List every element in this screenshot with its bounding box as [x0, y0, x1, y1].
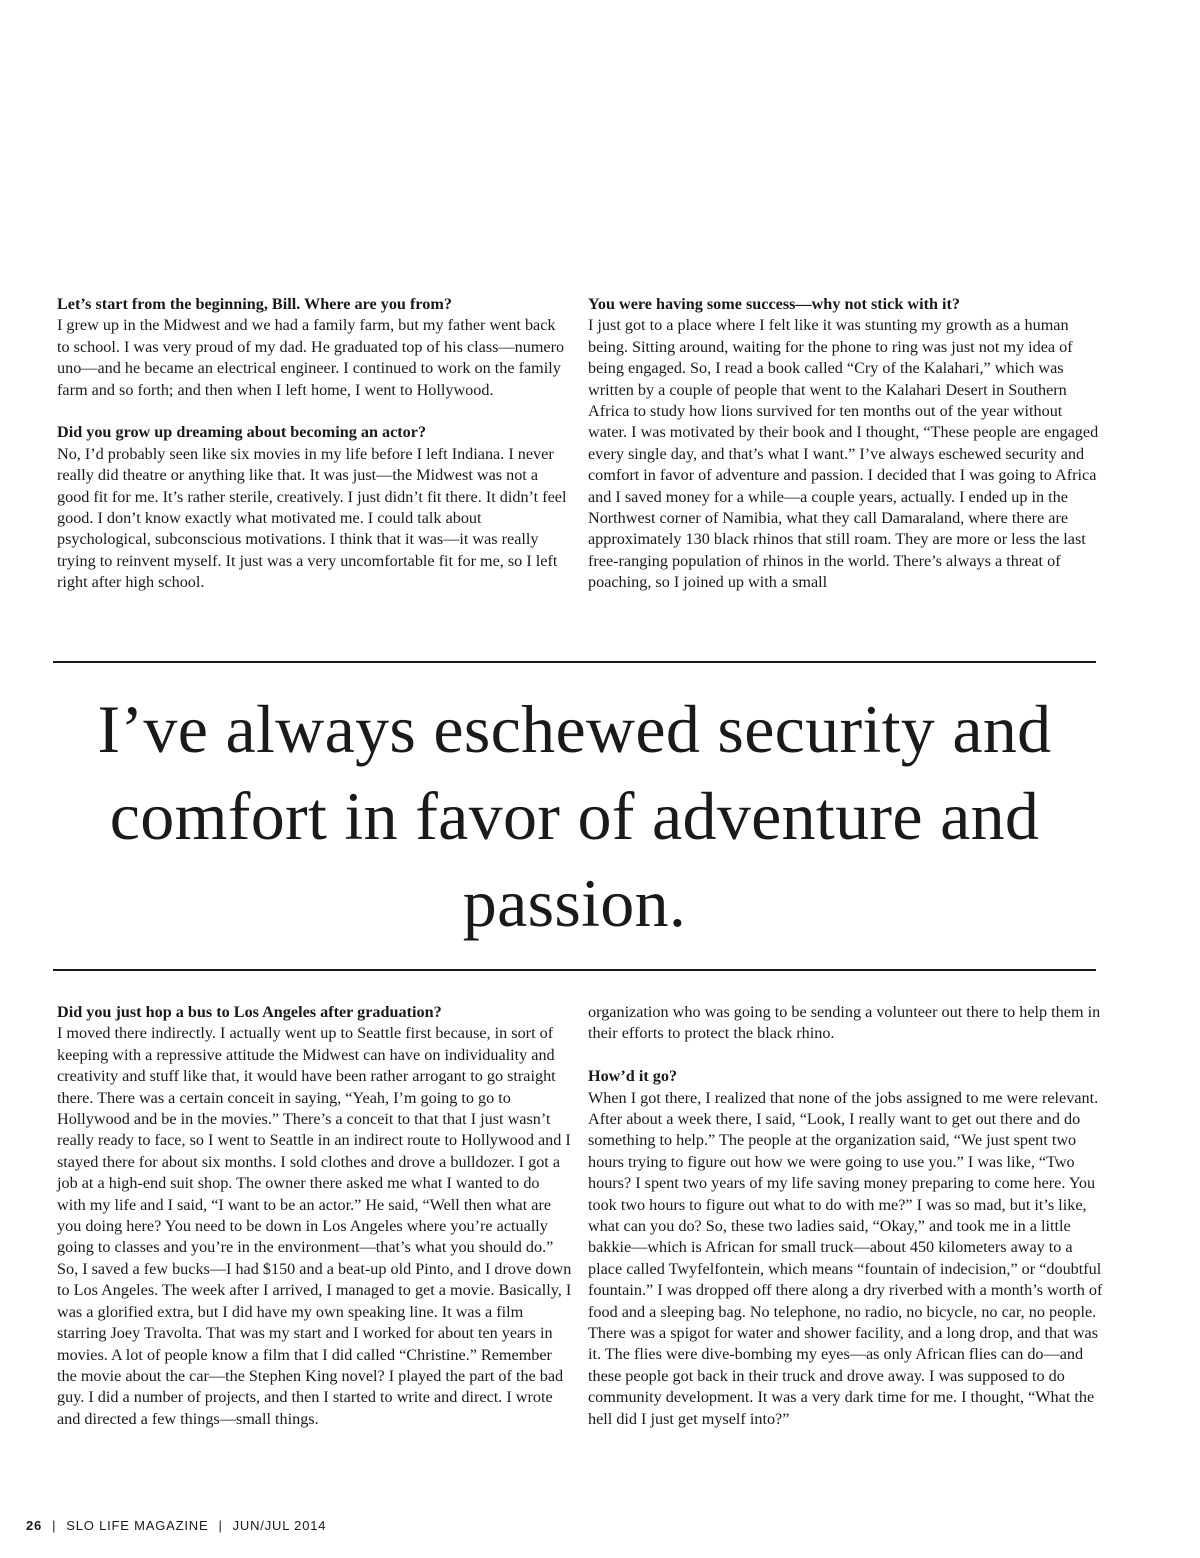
- question-heading: How’d it go?: [588, 1067, 678, 1086]
- column-bottom-right: [588, 1002, 1103, 1430]
- answer-paragraph: When I got there, I realized that none of the jobs assigned to me were relevant. After about a week there, I said, “Look, I really want to get out there and do something to help.” The people at the organization said, “We just spent two hours trying to figure out how we were going to use you.” I was like, “Two hours? I spent two years of my life saving money preparing to come here. You took two hours to figure out what to do with me?” I was so mad, but it’s like, what can you do? So, these two ladies said, “Okay,” and took me in a little bakkie—which is African for small truck—about 450 kilometers away to a place called Twyfelfontein, which means “fountain of indecision,” or “doubtful fountain.” I was dropped off there along a dry riverbed with a month’s worth of food and a sleeping bag. No telephone, no radio, no bicycle, no car, no people. There was a spigot for water and shower facility, and a long drop, and that was it. The flies were dive-bombing my eyes—as only African flies can do—and these people got back in their truck and drove away. I was supposed to do community development. It was a very dark time for me. I thought, “What the hell did I just get myself into?”: [588, 1088, 1103, 1428]
- column-top-right: [588, 294, 1103, 594]
- footer-separator: |: [52, 1518, 57, 1533]
- pull-quote: I’ve always eschewed security and comfort in favor of adventure and passion.: [97, 691, 1052, 941]
- answer-paragraph: organization who was going to be sending a volunteer out there to help them in their efforts to protect the black rhino.: [588, 1003, 1101, 1043]
- pullquote-rule-bottom: [53, 969, 1096, 971]
- answer-paragraph: I moved there indirectly. I actually went up to Seattle first because, in sort of keeping with a repressive attitude the Midwest can have on individuality and creativity and stuff like that, it would have been rather arrogant to go straight there. There was a certain conceit in saying, “Yeah, I’m going to go to Hollywood and be in the movies.” There’s a conceit to that that I just wasn’t really ready to face, so I went to Seattle in an indirect route to Hollywood and I stayed there for about six months. I sold clothes and drove a bulldozer. I got a job at a high-end suit shop. The owner there asked me what I wanted to do with my life and I said, “I want to be an actor.” He said, “Well then what are you doing here? You need to be down in Los Angeles where you’re actually going to classes and you’re in the environment—that’s what you should do.” So, I saved a few bucks—I had $150 and a beat-up old Pinto, and I drove down to Los Angeles. The week after I arrived, I managed to get a movie. Basically, I was a glorified extra, but I did have my own speaking line. It was a film starring Joey Travolta. That was my start and I worked for about ten years in movies. A lot of people know a film that I did called “Christine.” Remember the movie about the car—the Stephen King novel? I played the part of the bad guy. I did a number of projects, and then I started to write and direct. I wrote and directed a few things—small things.: [57, 1024, 572, 1428]
- column-top-left: [57, 294, 572, 594]
- question-heading: Let’s start from the beginning, Bill. Where are you from?: [57, 295, 452, 313]
- magazine-name: SLO LIFE MAGAZINE: [66, 1518, 209, 1533]
- answer-paragraph: No, I’d probably seen like six movies in my life before I left Indiana. I never really did theatre or anything like that. It was just—the Midwest was not a good fit for me. It’s rather sterile, creatively. I just didn’t fit there. It didn’t feel good. I don’t know exactly what motivated me. I could talk about psychological, subconscious motivations. I think that it was—it was really trying to reinvent myself. It just was a very uncomfortable fit for me, so I left right after high school.: [57, 444, 567, 592]
- answer-paragraph: I grew up in the Midwest and we had a family farm, but my father went back to school. I was very proud of my dad. He graduated top of his class—numero uno—and he became an electrical engineer. I continued to work on the family farm and so forth; and then when I left home, I went to Hollywood.: [57, 316, 565, 399]
- page-number: 26: [26, 1518, 43, 1533]
- column-bottom-left: [57, 1002, 572, 1430]
- question-heading: Did you grow up dreaming about becoming an actor?: [57, 423, 427, 442]
- question-heading: You were having some success—why not stick with it?: [588, 295, 961, 313]
- footer-separator: |: [218, 1518, 223, 1533]
- answer-paragraph: I just got to a place where I felt like it was stunting my growth as a human being. Sitting around, waiting for the phone to ring was just not my idea of being engaged. So, I read a book called “Cry of the Kalahari,” which was written by a couple of people that went to the Kalahari Desert in Southern Africa to study how lions survived for ten months out of the year without water. I was motivated by their book and I thought, “These people are engaged every single day, and that’s what I want.” I’ve always eschewed security and comfort in favor of adventure and passion. I decided that I was going to Africa and I saved money for a while—a couple years, actually. I ended up in the Northwest corner of Namibia, what they call Damaraland, where there are approximately 130 black rhinos that still roam. They are more or less the last free-ranging population of rhinos in the world. There’s always a threat of poaching, so I joined up with a small: [588, 316, 1099, 592]
- question-heading: Did you just hop a bus to Los Angeles after graduation?: [57, 1003, 442, 1021]
- page-footer: [26, 1518, 326, 1533]
- pullquote-rule-top: [53, 661, 1096, 663]
- issue-date: JUN/JUL 2014: [232, 1518, 327, 1533]
